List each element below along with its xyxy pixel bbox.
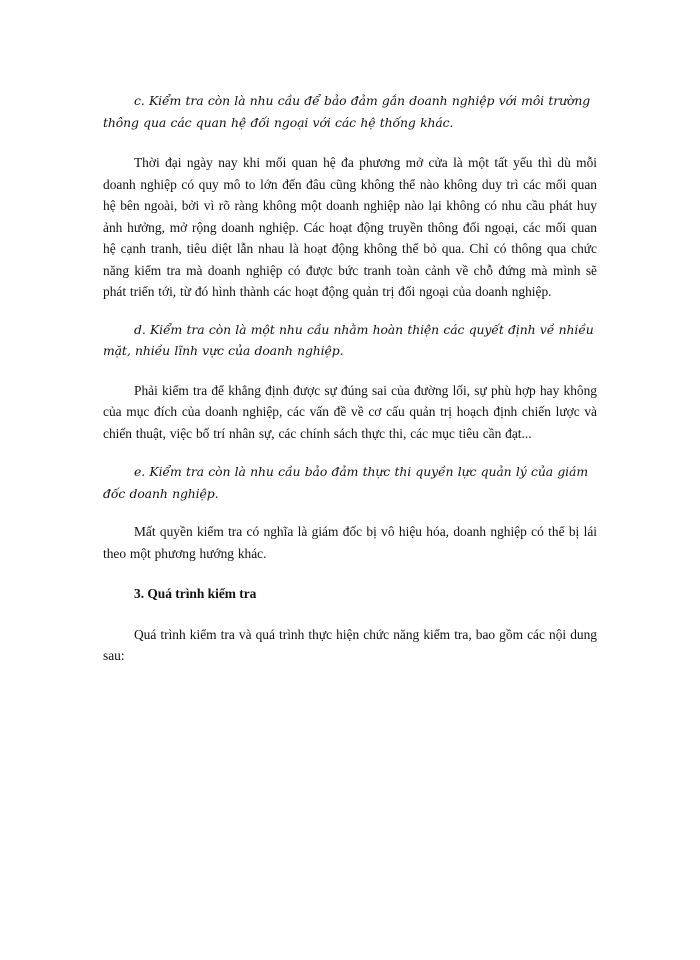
document-page bbox=[103, 90, 597, 667]
subheading-c: c. Kiểm tra còn là nhu cầu để bảo đảm gắn doanh nghiệp với môi trường thông qua các quan hệ đối ngoại với các hệ thống khác. bbox=[103, 93, 591, 130]
section-heading-3: 3. Quá trình kiểm tra bbox=[134, 586, 257, 601]
body-paragraph-decisions: Phải kiểm tra để khẳng định được sự đúng sai của đường lối, sự phù hợp hay không của mục đích của doanh nghiệp, các vấn đề về cơ cấu quản trị hoạch định chiến lược và chiến thuật, việc bố trí nhân sự, các chính sách thực thi, các mục tiêu cần đạt... bbox=[103, 382, 597, 441]
body-paragraph-process: Quá trình kiểm tra và quá trình thực hiện chức năng kiểm tra, bao gồm các nội dung sau: bbox=[103, 626, 597, 663]
subheading-d: d. Kiểm tra còn là một nhu cầu nhằm hoàn thiện các quyết định về nhiều mặt, nhiều lĩnh vực của doanh nghiệp. bbox=[103, 321, 594, 358]
paragraph-spacer bbox=[103, 564, 597, 583]
paragraph-spacer bbox=[103, 362, 597, 380]
subheading-e: e. Kiểm tra còn là nhu cầu bảo đảm thực thi quyền lực quản lý của giám đốc doanh nghiệp. bbox=[103, 464, 588, 501]
body-paragraph-external-relations: Thời đại ngày nay khi mối quan hệ đa phương mở cửa là một tất yếu thì dù mỗi doanh nghiệp có quy mô to lớn đến đâu cũng không thể nào không duy trì các mối quan hệ bên ngoài, bởi vì rõ ràng không một doanh nghiệp nào lại không có nhu cầu phát huy ảnh hưởng, mở rộng doanh nghiệp. Các hoạt động truyền thông đối ngoại, các mối quan hệ cạnh tranh, tiêu diệt lẫn nhau là hoạt động không thể bỏ qua. Chỉ có thông qua chức năng kiểm tra mà doanh nghiệp có được bức tranh toàn cảnh về chỗ đứng mà mình sẽ phát triển tới, từ đó hình thành các hoạt động quản trị đối ngoại của doanh nghiệp. bbox=[103, 155, 597, 299]
paragraph-spacer bbox=[103, 303, 597, 319]
paragraph-spacer bbox=[103, 444, 597, 461]
paragraph-spacer bbox=[103, 605, 597, 624]
paragraph-spacer bbox=[103, 504, 597, 521]
body-paragraph-authority: Mất quyền kiểm tra có nghĩa là giám đốc bị vô hiệu hóa, doanh nghiệp có thể bị lái theo một phương hướng khác. bbox=[103, 524, 597, 561]
paragraph-spacer bbox=[103, 133, 597, 152]
